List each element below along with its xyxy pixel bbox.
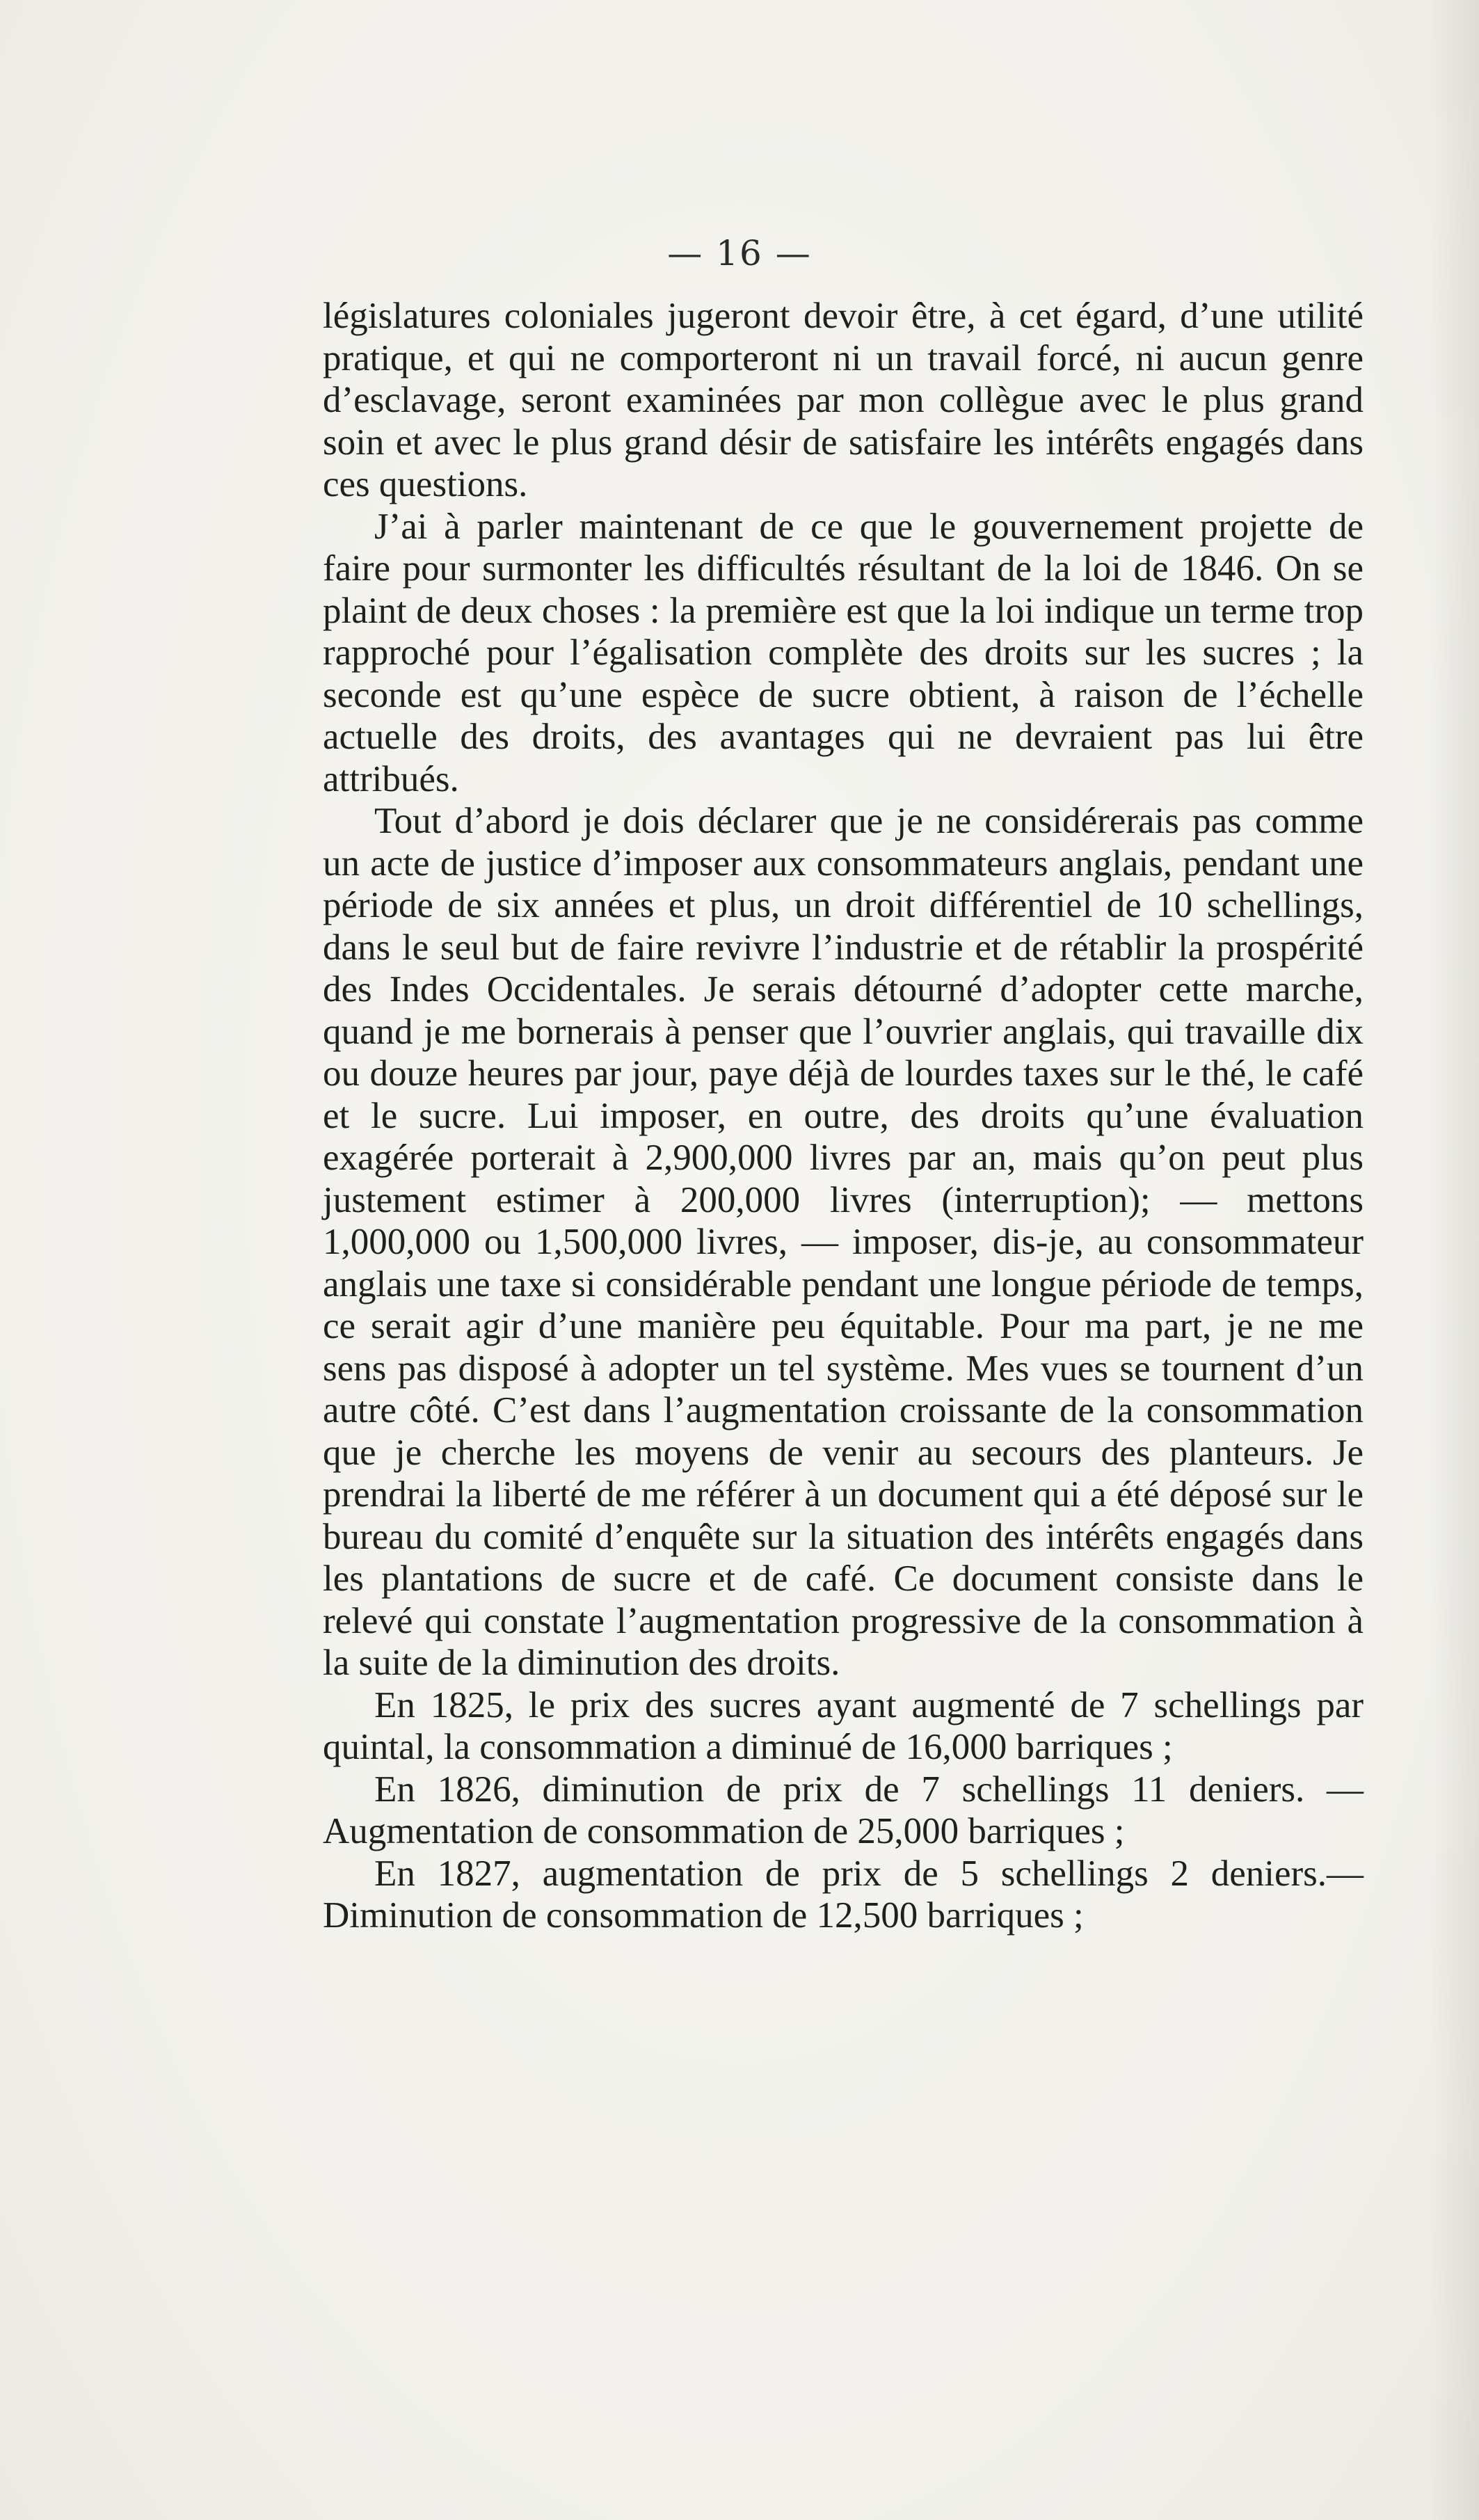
page-number: — 16 —: [667, 233, 812, 273]
paragraph-3: Tout d’abord je dois déclarer que je ne considérerais pas comme un acte de justice d’imposer aux consommateurs anglais, pendant une période de six années et plus, un droit différentiel de 10 schellings, dans le seul but de faire revivre l’industrie et de rétablir la prospérité des Indes Occidentales. Je serais détourné d’adopter cette marche, quand je me bornerais à penser que l’ouvrier anglais, qui travaille dix ou douze heures par jour, paye déjà de lourdes taxes sur le thé, le café et le sucre. Lui imposer, en outre, des droits qu’une évaluation exagérée porterait à 2,900,000 livres par an, mais qu’on peut plus justement estimer à 200,000 livres (interruption); — mettons 1,000,000 ou 1,500,000 livres, — imposer, dis-je, au consommateur anglais une taxe si considérable pendant une longue période de temps, ce serait agir d’une manière peu équitable. Pour ma part, je ne me sens pas disposé à adopter un tel système. Mes vues se tournent d’un autre côté. C’est dans l’augmentation croissante de la consommation que je cherche les moyens de venir au secours des planteurs. Je prendrai la liberté de me référer à un document qui a été déposé sur le bureau du comité d’enquête sur la situation des intérêts engagés dans les plantations de sucre et de café. Ce document consiste dans le relevé qui constate l’augmentation progressive de la consommation à la suite de la diminution des droits.: [323, 801, 1364, 1683]
paragraph-5: En 1826, diminution de prix de 7 schellings 11 deniers. — Augmentation de consommation de 25,000 barriques ;: [323, 1769, 1364, 1851]
body-text: [323, 295, 1364, 1937]
paragraph-2: J’ai à parler maintenant de ce que le gouvernement projette de faire pour surmonter les difficultés résultant de la loi de 1846. On se plaint de deux choses : la première est que la loi indique un terme trop rapproché pour l’égalisation complète des droits sur les sucres ; la seconde est qu’une espèce de sucre obtient, à raison de l’échelle actuelle des droits, des avantages qui ne devraient pas lui être attribués.: [323, 506, 1364, 799]
paragraph-1: législatures coloniales jugeront devoir être, à cet égard, d’une utilité pratique, et qui ne comporteront ni un travail forcé, ni aucun genre d’esclavage, seront examinées par mon collègue avec le plus grand soin et avec le plus grand désir de satisfaire les intérêts engagés dans ces questions.: [323, 296, 1364, 504]
page-edge-shadow: [1430, 0, 1479, 2520]
paragraph-6: En 1827, augmentation de prix de 5 schellings 2 deniers.— Diminution de consommation de 12,500 barriques ;: [323, 1853, 1364, 1936]
paragraph-4: En 1825, le prix des sucres ayant augmenté de 7 schellings par quintal, la consommation a diminué de 16,000 barriques ;: [323, 1684, 1364, 1767]
